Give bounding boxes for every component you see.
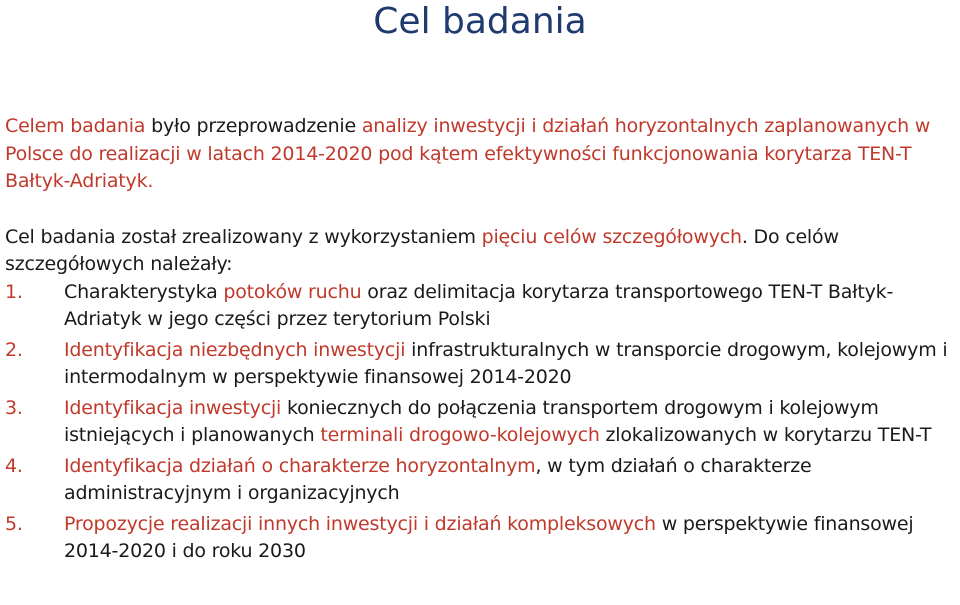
item-segment: infrastrukturalnych w transporcie drogowym, kolejowym i intermodalnym w perspektywie finansowej 2014-2020 <box>64 338 948 388</box>
item-text <box>64 279 957 334</box>
item-text <box>64 337 957 392</box>
method-segment: . Do celów szczegółowych należały: <box>5 225 839 275</box>
item-segment: , w tym działań o charakterze administracyjnym i organizacyjnych <box>64 454 812 504</box>
slide-title: Cel badania <box>373 1 587 42</box>
item-segment: Charakterystyka <box>64 280 224 303</box>
item-segment: koniecznych do połączenia transportem drogowym i kolejowym istniejących i planowanych <box>64 396 879 446</box>
item-segment: w perspektywie finansowej 2014-2020 i do roku 2030 <box>64 512 914 562</box>
item-segment: potoków ruchu <box>223 280 362 303</box>
objectives-list <box>5 279 957 566</box>
item-segment: terminali drogowo-kolejowych <box>320 424 600 446</box>
item-segment: Identyfikacja inwestycji <box>64 396 282 419</box>
item-number: 5. <box>5 512 23 535</box>
item-segment: Identyfikacja działań o charakterze horyzontalnym <box>64 454 536 477</box>
item-segment: oraz delimitacja korytarza transportowego TEN-T Bałtyk-Adriatyk w jego części przez terytorium Polski <box>64 280 894 330</box>
item-number: 3. <box>5 396 23 419</box>
item-text <box>64 511 957 566</box>
item-text <box>64 395 957 450</box>
list-item <box>5 453 957 508</box>
intro-paragraph <box>5 113 957 196</box>
method-segment: Cel badania został zrealizowany z wykorzystaniem <box>5 225 482 248</box>
list-item <box>5 337 957 392</box>
intro-segment: analizy inwestycji i działań horyzontalnych zaplanowanych w Polsce do realizacji w latach 2014-2020 pod kątem efektywności funkcjonowania korytarza TEN-T Bałtyk-Adriatyk. <box>5 115 931 192</box>
item-number: 4. <box>5 454 23 477</box>
item-segment: Identyfikacja niezbędnych inwestycji <box>64 338 406 361</box>
list-item <box>5 279 957 334</box>
list-item <box>5 511 957 566</box>
item-text <box>64 453 957 508</box>
intro-segment: było przeprowadzenie <box>145 115 362 137</box>
item-number: 1. <box>5 280 23 303</box>
intro-segment: Celem badania <box>5 115 146 137</box>
list-item <box>5 395 957 450</box>
slide-body <box>5 113 957 566</box>
item-segment: zlokalizowanych w korytarzu TEN-T <box>599 424 932 446</box>
method-paragraph <box>5 224 957 279</box>
method-segment: pięciu celów szczegółowych <box>481 225 742 248</box>
item-segment: Propozycje realizacji innych inwestycji i działań kompleksowych <box>64 512 656 535</box>
item-number: 2. <box>5 338 23 361</box>
